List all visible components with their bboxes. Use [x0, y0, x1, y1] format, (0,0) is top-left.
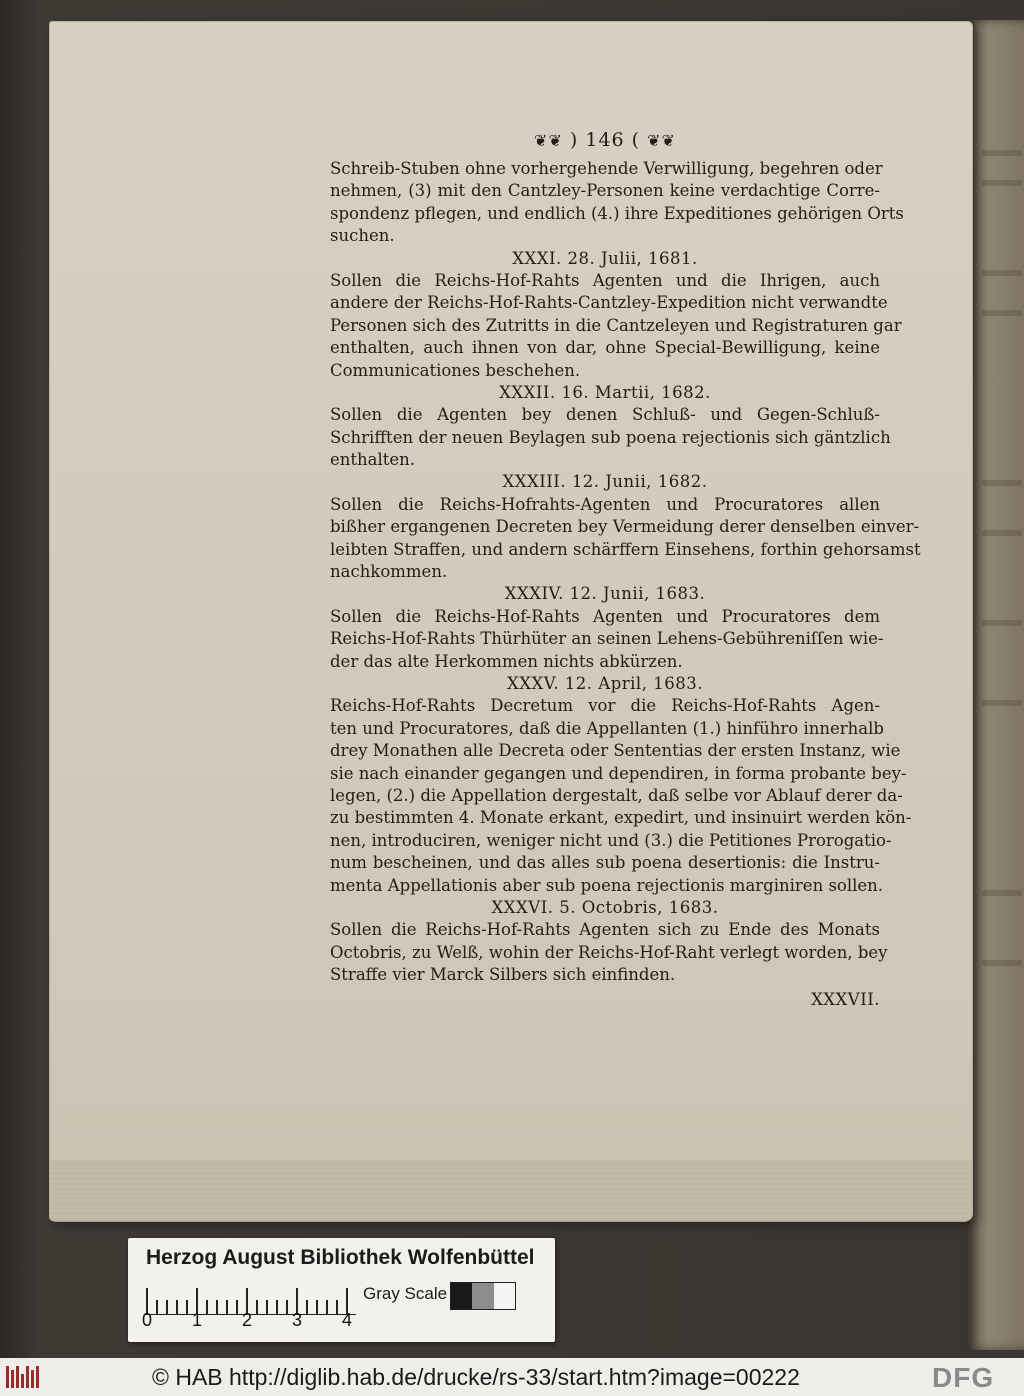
section-heading: XXXIV. 12. Junii, 1683.	[504, 584, 706, 604]
text-line: andere der Reichs-Hof-Rahts-Cantzley-Expedition nicht verwandte	[330, 293, 888, 313]
text-line: Sollen die Reichs-Hof-Rahts Agenten und Procuratores dem	[330, 606, 880, 626]
text-line: Octobris, zu Welß, wohin der Reichs-Hof-Raht verlegt worden, bey	[330, 942, 888, 962]
ruler-number: 0	[142, 1310, 153, 1330]
gray-patch	[451, 1283, 472, 1309]
text-line: sie nach einander gegangen und dependiren, in forma probante bey-	[330, 763, 907, 783]
page-deckle-edge	[50, 1160, 972, 1222]
section-heading: XXXVI. 5. Octobris, 1683.	[491, 897, 719, 917]
text-line: Personen sich des Zutritts in die Cantzeleyen und Registraturen gar	[330, 315, 902, 335]
text-line: Schrifften der neuen Beylagen sub poena rejectionis sich gäntzlich	[330, 427, 891, 447]
text-line: Schreib-Stuben ohne vorhergehende Verwilligung, begehren oder	[330, 159, 883, 178]
page-number: ) 146 (	[569, 129, 641, 151]
text-line: leibten Straffen, und andern schärffern Einsehens, forthin gehorsamst	[330, 539, 921, 559]
ruler-tick	[286, 1300, 288, 1314]
ruler-tick	[326, 1300, 328, 1314]
text-line: drey Monathen alle Decreta oder Sententias der ersten Instanz, wie	[330, 741, 901, 761]
text-line: Sollen die Agenten bey denen Schluß- und Gegen-Schluß-	[330, 405, 880, 425]
text-lines	[330, 158, 921, 986]
ornament-left-icon: ❦❦	[534, 131, 563, 150]
text-line: Sollen die Reichs-Hofrahts-Agenten und Procuratores allen	[330, 494, 880, 514]
ruler-tick	[336, 1300, 338, 1314]
text-line: zu bestimmten 4. Monate erkant, expedirt, und insinuirt werden kön-	[330, 808, 912, 828]
ruler-tick	[156, 1300, 158, 1314]
page-text-block	[330, 128, 921, 1012]
gray-patch	[472, 1283, 493, 1309]
hab-bars-icon[interactable]	[6, 1366, 44, 1388]
ruler-tick	[206, 1300, 208, 1314]
text-line: Reichs-Hof-Rahts Thürhüter an seinen Lehens-Gebühreniſſen wie-	[330, 629, 884, 649]
gray-patch	[494, 1283, 515, 1309]
section-heading: XXXI. 28. Julii, 1681.	[512, 248, 698, 268]
gray-scale-label: Gray Scale	[363, 1284, 448, 1303]
text-line: nachkommen.	[330, 562, 448, 582]
card-title: Herzog August Bibliothek Wolfenbüttel	[146, 1246, 535, 1269]
ruler-tick	[176, 1300, 178, 1314]
text-line: Reichs-Hof-Rahts Decretum vor die Reichs-Hof-Rahts Agen-	[330, 696, 880, 716]
text-line: Straffe vier Marck Silbers sich einfinden.	[330, 965, 676, 985]
text-line: nen, introduciren, weniger nicht und (3.) die Petitiones Prorogatio-	[330, 830, 892, 850]
catchword: XXXVII.	[811, 990, 880, 1010]
text-line: nehmen, (3) mit den Cantzley-Personen keine verdachtige Corre-	[330, 181, 880, 201]
copyright-url-text[interactable]: © HAB http://diglib.hab.de/drucke/rs-33/start.htm?image=00222	[152, 1364, 800, 1390]
color-calibration-card	[128, 1238, 555, 1342]
text-line: spondenz pflegen, und endlich (4.) ihre Expeditiones gehörigen Orts	[330, 203, 904, 223]
text-line: num bescheinen, und das alles sub poena desertionis: die Instru-	[330, 853, 880, 873]
ruler-number: 2	[242, 1310, 253, 1330]
section-heading: XXXV. 12. April, 1683.	[507, 673, 703, 693]
text-line: bißher ergangenen Decreten bey Vermeidung derer denselben einver-	[330, 517, 920, 537]
ruler-tick	[256, 1300, 258, 1314]
text-line: legen, (2.) die Appellation dergestalt, daß selbe vor Ablauf derer da-	[330, 785, 903, 805]
text-line: Communicationes beschehen.	[330, 360, 581, 380]
ruler-number: 1	[192, 1310, 203, 1330]
ruler-tick	[306, 1300, 308, 1314]
ruler-tick	[316, 1300, 318, 1314]
running-head	[330, 128, 880, 152]
text-line: der das alte Herkommen nichts abkürzen.	[330, 651, 683, 671]
facing-page-edge	[968, 20, 1024, 1350]
dfg-logo[interactable]: DFG	[932, 1362, 995, 1393]
ruler-tick	[226, 1300, 228, 1314]
ruler-number: 4	[342, 1310, 353, 1330]
text-line: Sollen die Reichs-Hof-Rahts Agenten sich zu Ende des Monats	[330, 920, 880, 940]
ruler-tick	[276, 1300, 278, 1314]
text-line: enthalten.	[330, 450, 416, 470]
text-line: suchen.	[330, 226, 395, 246]
viewer-footer	[0, 1358, 1024, 1396]
section-heading: XXXIII. 12. Junii, 1682.	[502, 472, 708, 492]
text-line: ten und Procuratores, daß die Appellanten (1.) hinführo innerhalb	[330, 718, 884, 738]
text-line: Sollen die Reichs-Hof-Rahts Agenten und die Ihrigen, auch	[330, 270, 880, 290]
ruler-tick	[216, 1300, 218, 1314]
ruler-tick	[186, 1300, 188, 1314]
ruler-tick	[266, 1300, 268, 1314]
ruler-tick	[166, 1300, 168, 1314]
section-heading: XXXII. 16. Martii, 1682.	[499, 382, 711, 402]
text-line: menta Appellationis aber sub poena rejectionis marginiren sollen.	[330, 875, 884, 895]
ruler-number: 3	[292, 1310, 303, 1330]
ruler-tick	[236, 1300, 238, 1314]
ornament-right-icon: ❦❦	[647, 131, 676, 150]
text-line: enthalten, auch ihnen von dar, ohne Special-Bewilligung, keine	[330, 338, 880, 358]
gray-scale-patches	[450, 1282, 516, 1310]
